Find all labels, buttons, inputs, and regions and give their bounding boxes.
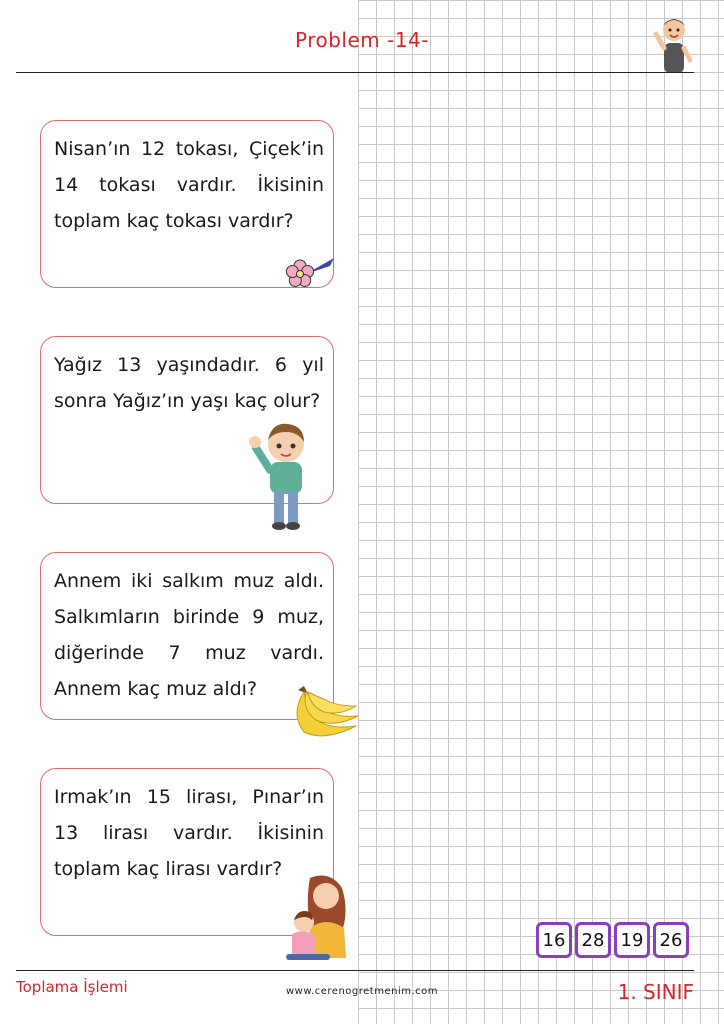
cartoon-teacher-icon <box>652 12 692 78</box>
problem-text-4: Irmak’ın 15 lirası, Pınar’ın 13 lirası vardır. İkisinin toplam kaç lirası vardır? <box>54 786 324 880</box>
answer-box-4: 26 <box>653 922 689 958</box>
problem-text-2: Yağız 13 yaşındadır. 6 yıl sonra Yağız’ın yaşı kaç olur? <box>54 354 324 412</box>
answer-box-3: 19 <box>614 922 650 958</box>
answer-box-2: 28 <box>575 922 611 958</box>
answer-choices <box>536 922 689 958</box>
website-label: www.cerenogretmenim.com <box>285 986 439 997</box>
topic-label: Toplama İşlemi <box>16 978 128 996</box>
graph-paper-area <box>358 0 724 1024</box>
problem-text-1: Nisan’ın 12 tokası, Çiçek’in 14 tokası vardır. İkisinin toplam kaç tokası vardır? <box>54 138 324 232</box>
banana-bunch-icon <box>284 684 360 742</box>
header-divider <box>16 72 694 73</box>
waving-boy-icon <box>246 418 318 534</box>
flower-hairclip-icon <box>282 254 336 292</box>
footer-divider <box>16 970 694 971</box>
answer-box-1: 16 <box>536 922 572 958</box>
mother-daughter-icon <box>280 870 354 962</box>
grade-label: 1. SINIF <box>617 980 694 1004</box>
problem-text-3: Annem iki salkım muz aldı. Salkımların birinde 9 muz, diğerinde 7 muz vardı. Annem kaç muz aldı? <box>54 570 324 700</box>
page-title: Problem -14- <box>294 28 429 52</box>
